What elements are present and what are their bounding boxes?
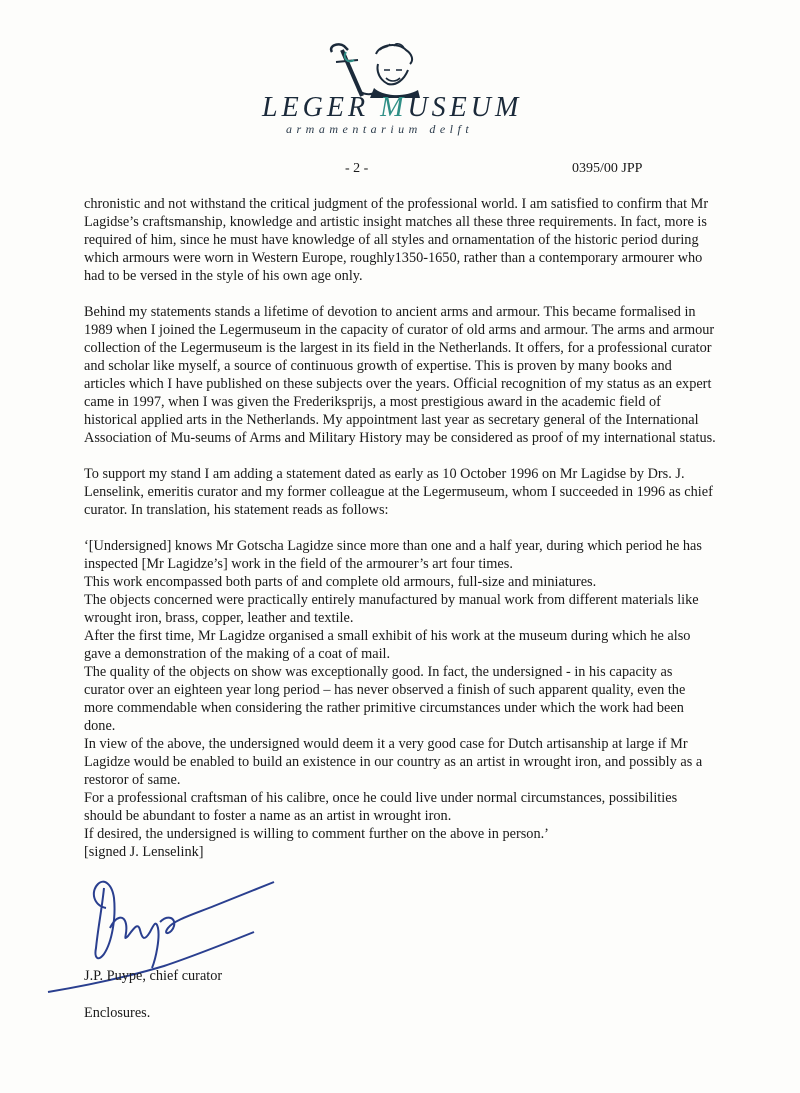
quote-line: The objects concerned were practically entirely manufactured by manual work from different materials like wrought iron, brass, copper, leather and textile. — [84, 592, 699, 626]
enclosures-note: Enclosures. — [84, 1005, 151, 1021]
wordmark-part2: M — [380, 92, 408, 123]
letter-body — [84, 195, 716, 861]
quote-line: If desired, the undersigned is willing to comment further on the above in person.’ — [84, 826, 549, 842]
quote-line: The quality of the objects on show was exceptionally good. In fact, the undersigned - in his capacity as curator over an eighteen year long period – has never observed a finish of such apparent quality, even the more commendable when considering the rather primitive circumstances under which the work had been done. — [84, 664, 686, 734]
paragraph-2: Behind my statements stands a lifetime of devotion to ancient arms and armour. This became formalised in 1989 when I joined the Legermuseum in the capacity of curator of old arms and armour. The arms and armour collection of the Legermuseum is the largest in its field in the Netherlands. It offers, for a professional curator and scholar like myself, a source of continuous growth of expertise. This is proven by many books and articles which I have published on these subjects over the years. Official recognition of my status as an expert came in 1997, when I was given the Frederiksprijs, a most prestigious award in the academic field of historical applied arts in the Netherlands. My appointment last year as secretary general of the International Association of Mu-seums of Arms and Military History may be considered as proof of my international status. — [84, 304, 716, 446]
wordmark-part3: USEUM — [407, 92, 523, 123]
quote-line: For a professional craftsman of his calibre, once he could live under normal circumstances, possibilities should be abundant to foster a name as an artist in wrought iron. — [84, 790, 678, 824]
paragraph-3: To support my stand I am adding a statement dated as early as 10 October 1996 on Mr Lagidse by Drs. J. Lenselink, emeritis curator and my former colleague at the Legermuseum, whom I succeeded in 1996 as chief curator. In translation, his statement reads as follows: — [84, 466, 713, 518]
museum-wordmark — [262, 92, 522, 124]
quote-signature-note: [signed J. Lenselink] — [84, 844, 204, 860]
wordmark-part1: LEGER — [262, 92, 370, 123]
quote-line: ‘[Undersigned] knows Mr Gotscha Lagidze since more than one and a half year, during which period he has inspected [Mr Lagidze’s] work in the field of the armourer’s art four times. — [84, 538, 702, 572]
quote-line: After the first time, Mr Lagidze organised a small exhibit of his work at the museum during which he also gave a demonstration of the making of a coat of mail. — [84, 628, 691, 662]
museum-subtitle: armamentarium delft — [286, 122, 474, 136]
quoted-statement — [84, 537, 716, 861]
quote-line: This work encompassed both parts of and complete old armours, full-size and miniatures. — [84, 574, 597, 590]
reference-code: 0395/00 JPP — [572, 161, 643, 176]
page-number: - 2 - — [345, 161, 369, 176]
quote-line: In view of the above, the undersigned would deem it a very good case for Dutch artisanship at large if Mr Lagidze would be enabled to build an existence in our country as an artist in wrought iron, and possibly as a restoror of same. — [84, 736, 703, 788]
paragraph-1: chronistic and not withstand the critical judgment of the professional world. I am satisfied to confirm that Mr Lagidse’s craftsmanship, knowledge and artistic insight matches all these three requirements. In fact, more is required of him, since he must have knowledge of all styles and ornamentation of the historic period during which armours were worn in Western Europe, roughly1350-1650, rather than a contemporary armourer who had to be versed in the style of his own age only. — [84, 196, 709, 284]
signer-name: J.P. Puype, chief curator — [84, 968, 223, 984]
